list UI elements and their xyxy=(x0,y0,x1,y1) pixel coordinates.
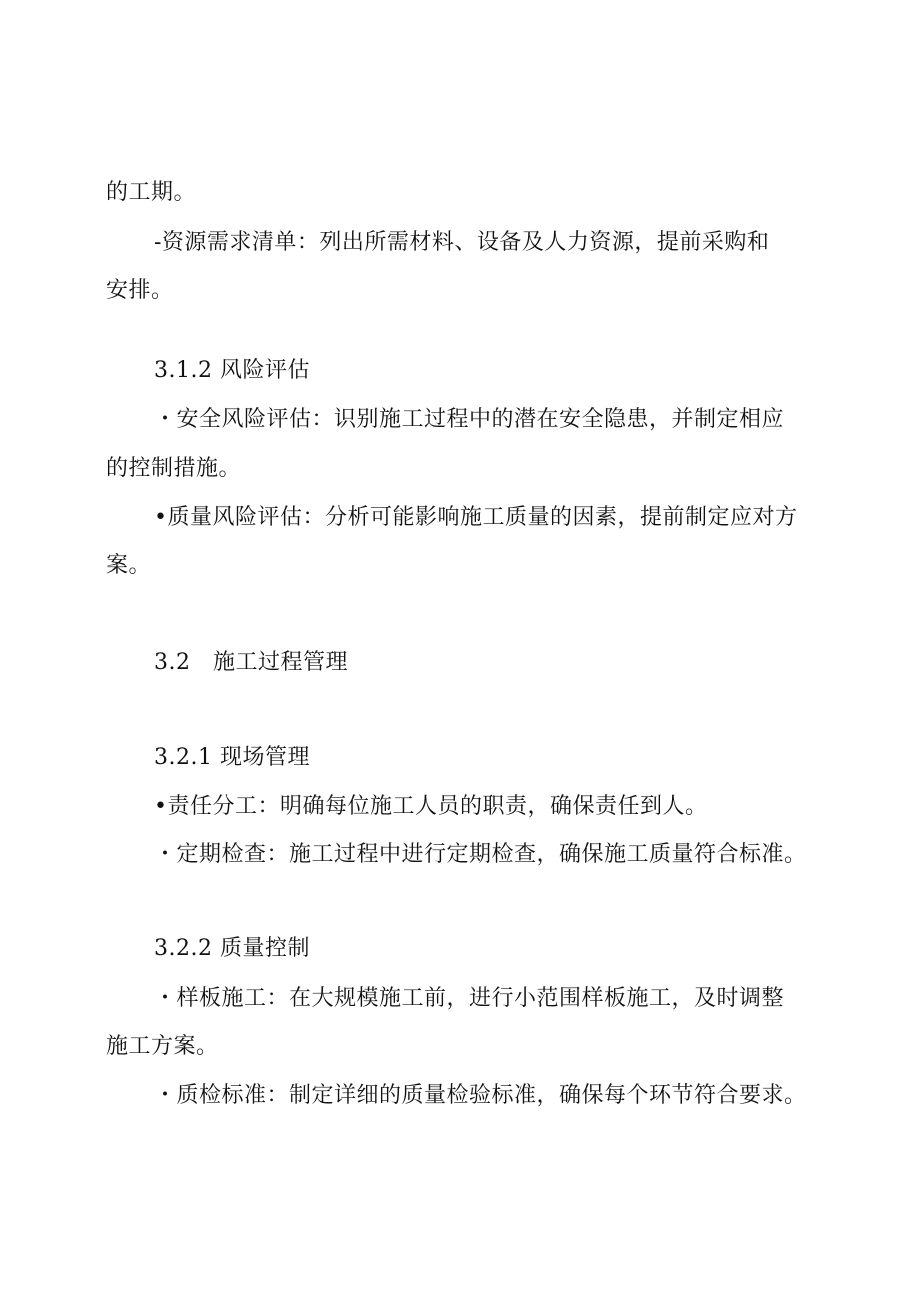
paragraph-continuation: 的工期。 xyxy=(106,180,197,205)
resource-list-line-1: -资源需求清单：列出所需材料、设备及人力资源，提前采购和 xyxy=(154,230,770,255)
section-heading-3-2-1: 3.2.1 现场管理 xyxy=(154,745,310,770)
quality-risk-line-2: 案。 xyxy=(106,553,152,578)
periodic-check-item: ・定期检查：施工过程中进行定期检查，确保施工质量符合标准。 xyxy=(154,842,807,867)
safety-risk-line-2: 的控制措施。 xyxy=(106,456,242,481)
section-heading-3-1-2: 3.1.2 风险评估 xyxy=(154,358,310,383)
section-heading-3-2: 3.2 施工过程管理 xyxy=(154,650,348,675)
resource-list-line-2: 安排。 xyxy=(106,278,174,303)
quality-risk-line-1: •质量风险评估：分析可能影响施工质量的因素，提前制定应对方 xyxy=(154,505,798,530)
safety-risk-line-1: ・安全风险评估：识别施工过程中的潜在安全隐患，并制定相应 xyxy=(154,407,785,432)
sample-construction-line-1: ・样板施工：在大规模施工前，进行小范围样板施工，及时调整 xyxy=(154,986,785,1011)
sample-construction-line-2: 施工方案。 xyxy=(106,1034,219,1059)
responsibility-item: •责任分工：明确每位施工人员的职责，确保责任到人。 xyxy=(154,794,708,819)
inspection-standard-item: ・质检标准：制定详细的质量检验标准，确保每个环节符合要求。 xyxy=(154,1083,807,1108)
section-heading-3-2-2: 3.2.2 质量控制 xyxy=(154,936,310,961)
